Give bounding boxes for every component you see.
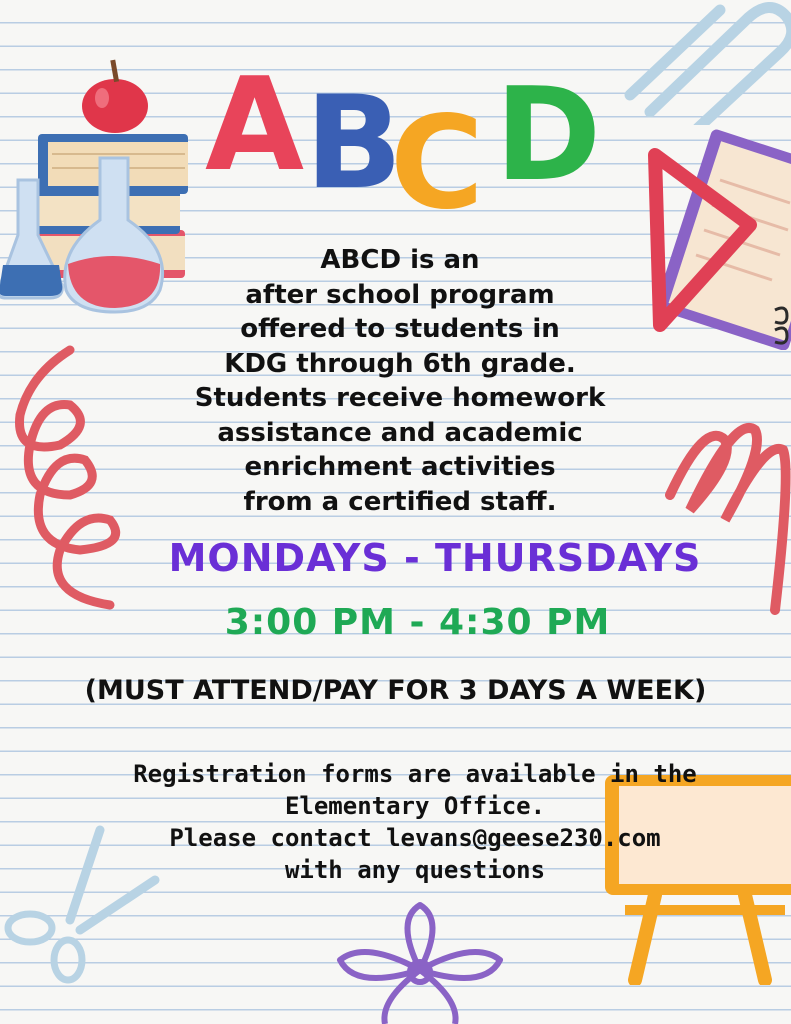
title-letter-b: B <box>305 69 403 218</box>
registration-line: Registration forms are available in the <box>133 760 697 788</box>
contact-email-line: Please contact levans@geese230.com <box>169 824 661 852</box>
description-line: from a certified staff. <box>243 486 557 517</box>
scribble-loops-icon <box>665 400 791 615</box>
title-letter-d: D <box>495 61 602 210</box>
schedule-days: MONDAYS - THURSDAYS <box>168 536 702 580</box>
notebook-ruler-icon <box>640 125 791 350</box>
flower-icon <box>325 900 515 1024</box>
attendance-requirement: (MUST ATTEND/PAY FOR 3 DAYS A WEEK) <box>84 675 707 706</box>
description-line: enrichment activities <box>244 452 556 482</box>
program-description <box>140 243 660 519</box>
title-letter-c: C <box>390 89 484 238</box>
description-line: Students receive homework <box>194 383 606 413</box>
registration-line: Elementary Office. <box>284 792 546 820</box>
description-line: ABCD is an <box>320 245 480 275</box>
description-line: after school program <box>245 279 555 310</box>
description-line: assistance and academic <box>217 417 583 448</box>
schedule-hours: 3:00 PM - 4:30 PM <box>224 602 611 643</box>
program-title <box>200 51 602 238</box>
paperclip-icon <box>620 0 791 125</box>
registration-line: with any questions <box>284 856 546 884</box>
title-letter-a: A <box>205 51 305 200</box>
registration-info <box>100 758 730 886</box>
description-line: offered to students in <box>240 314 560 344</box>
description-line: KDG through 6th grade. <box>224 348 576 379</box>
